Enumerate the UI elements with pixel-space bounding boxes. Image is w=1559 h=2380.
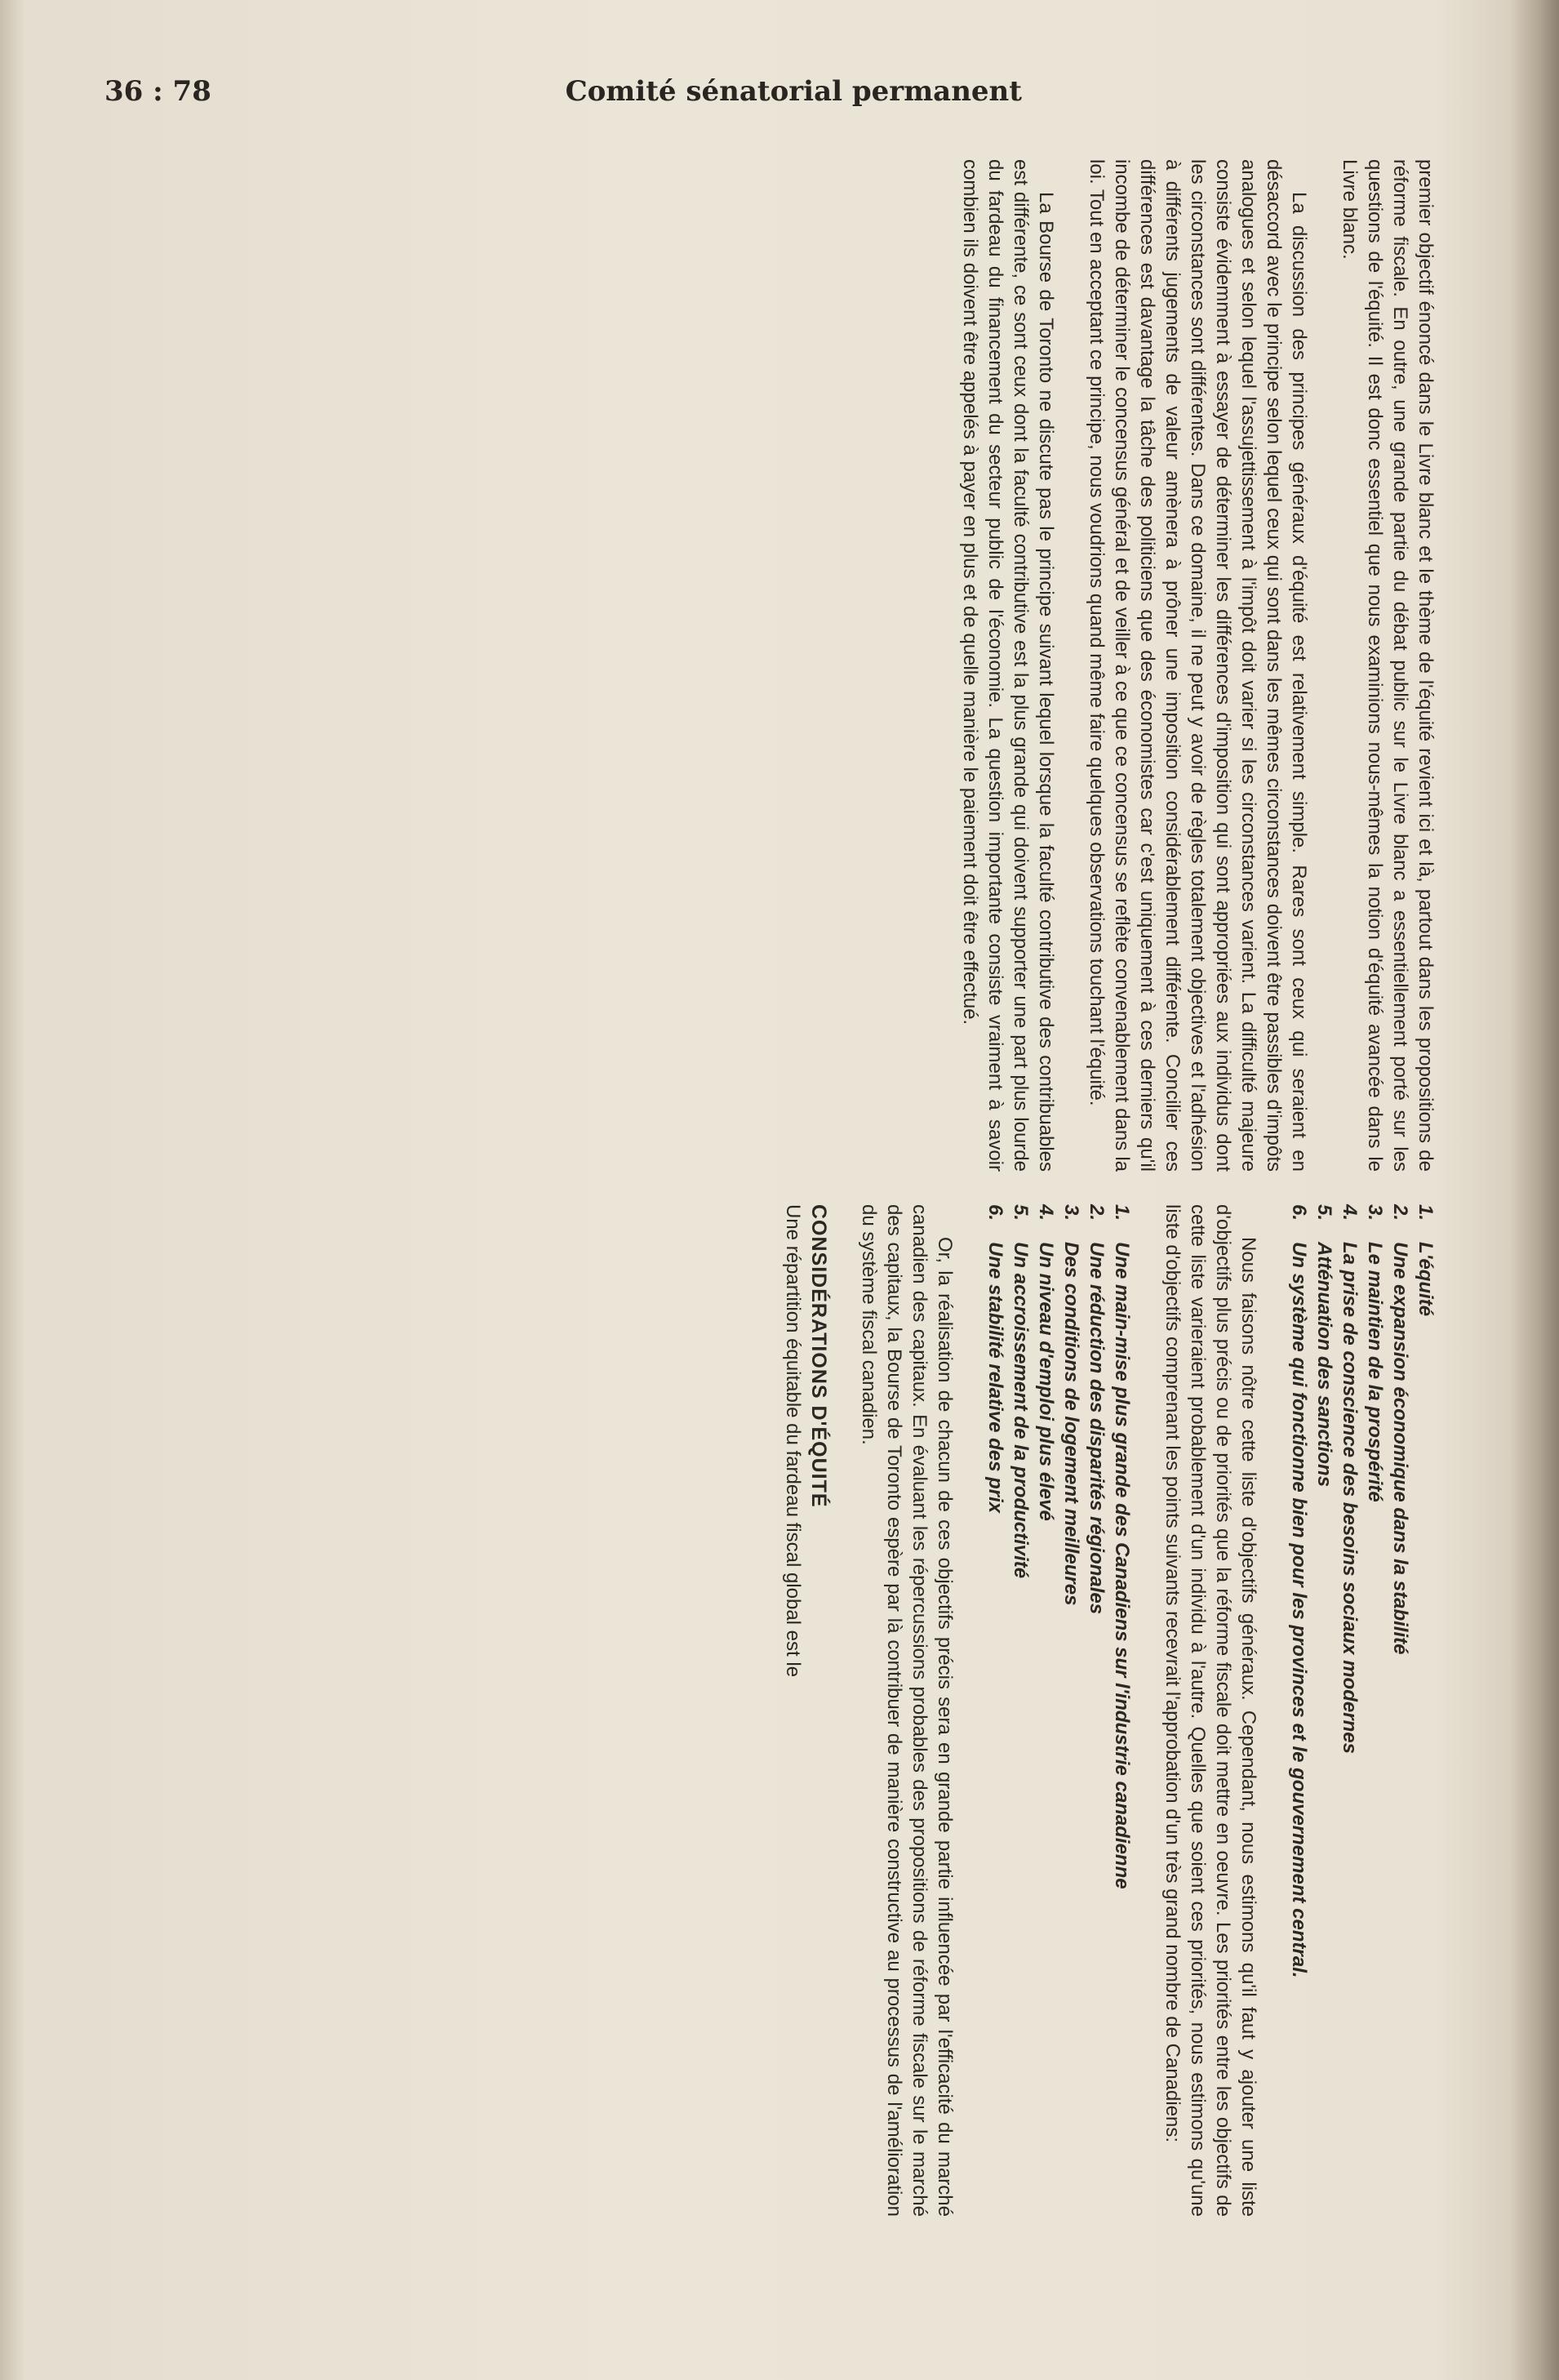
paragraph: Or, la réalisation de chacun de ces objectifs précis sera en grande partie influencée par l'efficacité du marché canadien des capitaux. En évaluant les répercussions probables des propositions de réforme fiscale sur le marché des capitaux, la Bourse de Toronto espère par là contribuer de manière constructive au processus de l'amélioration du système fiscal canadien. (858, 1204, 956, 2217)
list-item: 3.Le maintien de la prospérité (1364, 1204, 1386, 1502)
list-item: 3.Des conditions de logement meilleures (1060, 1204, 1082, 1606)
paragraph: premier objectif énoncé dans le Livre blanc et le thème de l'équité revient ici et là, partout dans les propositions de réforme fiscale. En outre, une grande partie du débat public sur le Livre blanc a essentiellement porté sur les questions de l'équité. Il est donc essentiel que nous examinions nous-mêmes la notion d'équité avancée dans le Livre blanc. (1339, 159, 1437, 1172)
section-heading: CONSIDÉRATIONS D'ÉQUITÉ (807, 1204, 830, 1508)
paragraph: La Bourse de Toronto ne discute pas le principe suivant lequel lorsque la faculté contributive des contribuables est différente, ce sont ceux dont la faculté contributive est la plus grande qui doivent supporter une part plus lourde du fardeau du financement du secteur public de l'économie. La question importante consiste vraiment à savoir combien ils doivent être appelés à payer en plus et de quelle manière le paiement doit être effectué. (959, 159, 1057, 1172)
list-item: 1.Une main-mise plus grande des Canadiens sur l'industrie canadienne (1111, 1204, 1133, 1889)
list-item: 6.Une stabilité relative des prix (984, 1204, 1006, 1514)
list-item: 2.Une réduction des disparités régionales (1086, 1204, 1108, 1615)
general-objectives-list (1286, 1204, 1438, 2217)
paragraph: La discussion des principes généraux d'équité est relativement simple. Rares sont ceux qui seraient en désaccord avec le principe selon lequel ceux qui sont dans les mêmes circonstances doivent être passibles d'impôts analogues et selon lequel l'assujettissement à l'impôt doit varier si les circonstances varient. La difficulté majeure consiste évidemment à essayer de déterminer les différences d'imposition qui sont appropriées aux individus dont les circonstances sont différentes. Dans ce domaine, il ne peut y avoir de règles totalement objectives et l'adhésion à différents jugements de valeur amènera à prôner une imposition considérablement différente. Concilier ces différences est davantage la tâche des politiciens que des économistes car c'est uniquement à ces derniers qu'il incombe de déterminer le concensus général et de veiller à ce que ce concensus se reflète convenablement dans la loi. Tout en acceptant ce principe, nous voudrions quand même faire quelques observations touchant l'équité. (1086, 159, 1310, 1172)
list-item: 4.La prise de conscience des besoins sociaux modernes (1339, 1204, 1361, 1754)
page-number: 36 : 78 (104, 75, 211, 108)
list-item: 4.Un niveau d'emploi plus élevé (1035, 1204, 1057, 1521)
list-item: 2.Une expansion économique dans la stabilité (1389, 1204, 1411, 1655)
text-column-right (214, 159, 1438, 1172)
text-column-left (214, 1204, 1438, 2217)
rotated-text-block (214, 135, 1438, 2258)
paragraph: Une répartition équitable du fardeau fiscal global est le (782, 1204, 804, 1678)
list-item: 5.Un accroissement de la productivité (1010, 1204, 1032, 1579)
book-spine-shadow (1510, 0, 1559, 2380)
specific-priorities-list (983, 1204, 1135, 2217)
list-item: 5.Atténuation des sanctions (1313, 1204, 1335, 1488)
list-item: 1.L'équité (1415, 1204, 1437, 1317)
running-header (0, 72, 1559, 121)
page-left-edge-shadow (0, 0, 24, 2380)
header-title: Comité sénatorial permanent (565, 75, 1022, 108)
list-item: 6.Un système qui fonctionne bien pour les provinces et le gouvernement central. (1288, 1204, 1310, 1978)
paragraph: Nous faisons nôtre cette liste d'objectifs généraux. Cependant, nous estimons qu'il faut y ajouter une liste d'objectifs plus précis ou de priorités que la réforme fiscale doit mettre en oeuvre. Les priorités entre les objectifs de cette liste varieraient probablement d'un individu à l'autre. Quelles que soient ces priorités, nous estimons qu'une liste d'objectifs comprenant les points suivants recevrait l'approbation d'un très grand nombre de Canadiens: (1161, 1204, 1259, 2217)
